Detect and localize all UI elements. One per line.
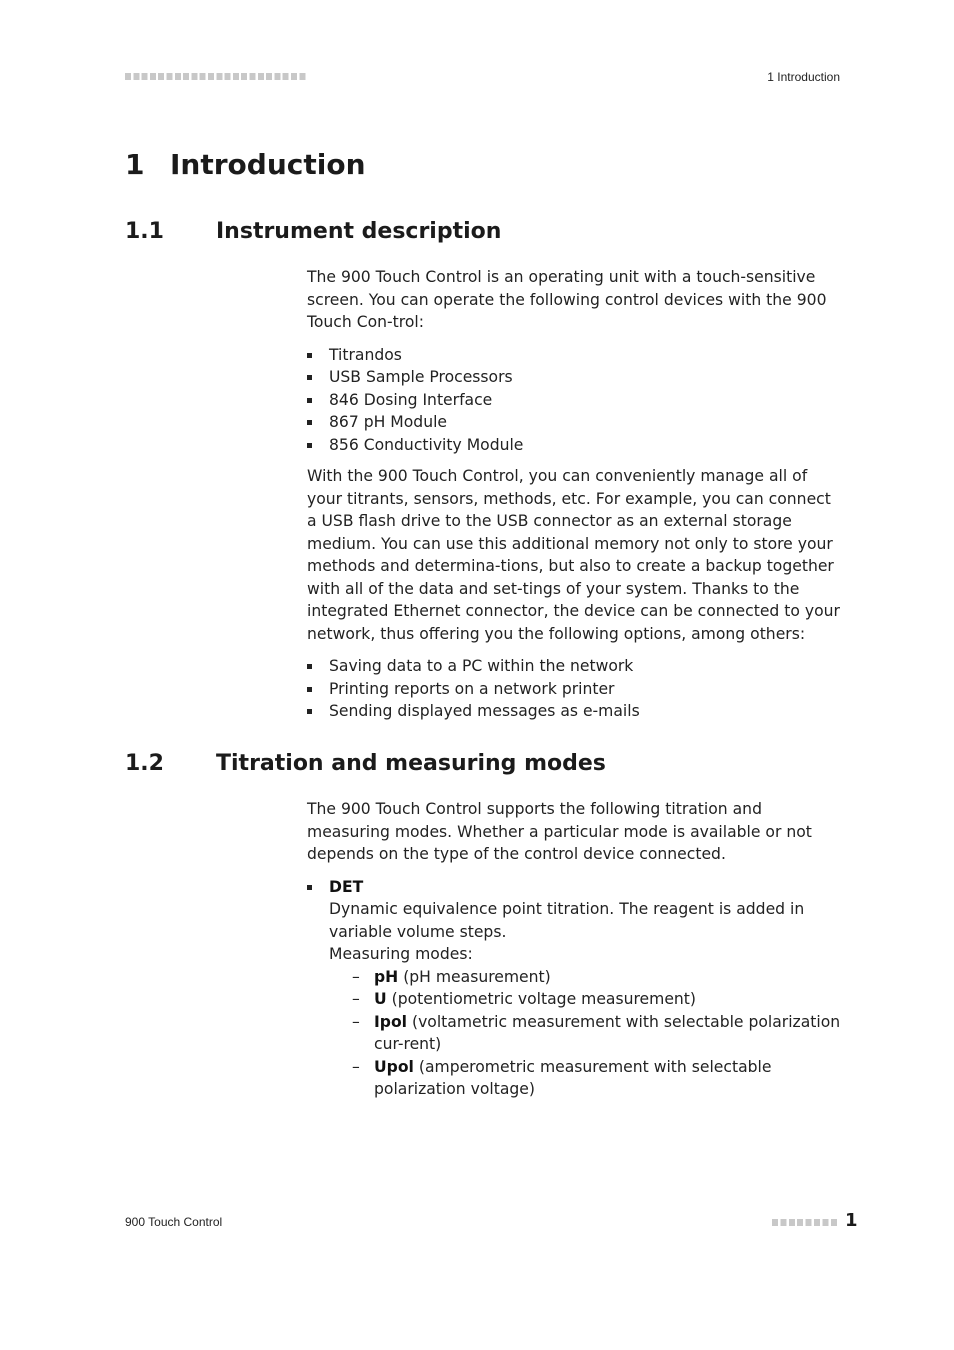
bullet-icon (307, 443, 312, 448)
list-item-text: Titrandos (329, 345, 402, 364)
measuring-mode-name: U (374, 990, 387, 1008)
running-title: 1 Introduction (767, 70, 840, 84)
list-item (307, 876, 843, 1101)
body-paragraph: With the 900 Touch Control, you can conveniently manage all of your titrants, sensors, methods, etc. For example, you can connect a USB flash drive to the USB connector as an external storage medium. You can use this additional memory not only to store your methods and determina-tions, but also to create a backup together with all of the data and set-tings of your system. Thanks to the integrated Ethernet connector, the device can be connected to your network, thus offering you the following options, among others: (307, 467, 840, 643)
intro-paragraph: The 900 Touch Control is an operating unit with a touch-sensitive screen. You can operate the following control devices with the 900 Touch Con-trol: (307, 268, 827, 331)
list-item (307, 678, 843, 701)
list-item (307, 434, 843, 457)
footer-decoration (772, 1219, 839, 1226)
list-item (307, 411, 843, 434)
device-list (307, 344, 843, 457)
footer-product: 900 Touch Control (125, 1215, 223, 1229)
dash-icon: – (352, 1012, 360, 1031)
list-item-text: Saving data to a PC within the network (329, 657, 634, 675)
list-item (352, 988, 843, 1011)
page-number: 1 (845, 1210, 858, 1231)
options-list (307, 655, 843, 723)
list-item (307, 366, 843, 389)
section-title: Instrument description (216, 219, 502, 244)
list-item-text: 856 Conductivity Module (329, 435, 524, 454)
list-item-text: Printing reports on a network printer (329, 679, 615, 698)
list-item (307, 700, 843, 723)
bullet-icon (307, 664, 312, 669)
bullet-icon (307, 375, 312, 380)
header-decoration (125, 73, 307, 80)
list-item (352, 1011, 843, 1056)
list-item-text: USB Sample Processors (329, 368, 513, 386)
measuring-mode-name: pH (374, 967, 399, 986)
measuring-mode-desc: (potentiometric voltage measurement) (391, 990, 697, 1008)
section-heading-1-2 (125, 751, 606, 776)
mode-list (307, 876, 843, 1101)
bullet-icon (307, 687, 312, 692)
measuring-mode-desc: (pH measurement) (403, 967, 551, 986)
bullet-icon (307, 398, 312, 403)
list-item (307, 344, 843, 367)
measuring-modes-list (329, 966, 843, 1101)
section-number: 1.1 (125, 219, 164, 244)
list-item (352, 966, 843, 989)
section-1-2-body (307, 798, 843, 1101)
list-item-text: Sending displayed messages as e-mails (329, 702, 640, 720)
section-title: Titration and measuring modes (216, 751, 606, 776)
list-item-text: 867 pH Module (329, 413, 448, 431)
list-item (307, 389, 843, 412)
dash-icon: – (352, 967, 360, 986)
chapter-heading (125, 148, 366, 181)
mode-description: Dynamic equivalence point titration. The reagent is added in variable volume steps. (329, 900, 805, 941)
mode-name: DET (329, 877, 364, 896)
measuring-mode-name: Ipol (374, 1012, 408, 1031)
chapter-title: Introduction (170, 148, 366, 181)
list-item-text: 846 Dosing Interface (329, 390, 493, 409)
measuring-mode-name: Upol (374, 1057, 414, 1076)
section-number: 1.2 (125, 751, 164, 776)
dash-icon: – (352, 990, 360, 1008)
bullet-icon (307, 420, 312, 425)
section-1-1-body (307, 266, 843, 723)
dash-icon: – (352, 1057, 360, 1076)
bullet-icon (307, 709, 312, 714)
chapter-number: 1 (125, 148, 145, 181)
intro-paragraph: The 900 Touch Control supports the following titration and measuring modes. Whether a particular mode is available or not depends on the type of the control device connected. (307, 800, 812, 863)
list-item (352, 1056, 843, 1101)
section-heading-1-1 (125, 219, 501, 244)
bullet-icon (307, 353, 312, 358)
bullet-icon (307, 885, 312, 890)
measuring-mode-desc: (voltametric measurement with selectable polarization cur-rent) (374, 1012, 841, 1053)
measuring-mode-desc: (amperometric measurement with selectable polarization voltage) (374, 1057, 772, 1098)
measuring-modes-label: Measuring modes: (329, 945, 473, 963)
list-item (307, 655, 843, 678)
